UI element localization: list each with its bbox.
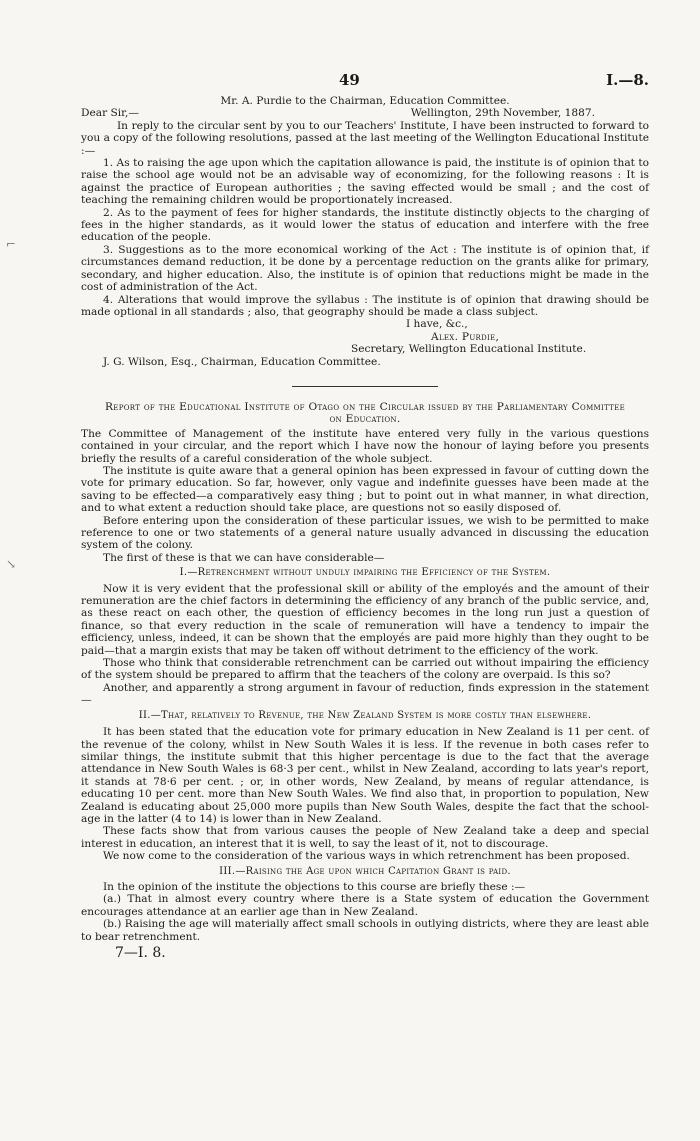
document-page [81,71,649,961]
page-header [81,71,649,92]
signature-mark: 7—I. 8. [115,945,166,961]
section-heading-3: III.—Raising the Age upon which Capitation Grant is paid. [219,865,511,877]
resolution-4: 4. Alterations that would improve the syllabus : The institute is of opinion that drawing should be made optional in all standards ; also, that geography should be made a class subject. [81,293,649,318]
section-paragraph: It has been stated that the education vote for primary education in New Zealand is 11 per cent. of the revenue of the colony, whilst in New South Wales it is less. If the revenue in both cases refer to similar things, the institute submit that this higher percentage is due to the fact that the average attendance in New South Wales is 68·3 per cent., whilst in New Zealand, according to lats year's report, it stands at 78·6 per cent. ; or, in other words, New Zealand, by means of regular attendance, is educating 10 per cent. more than New South Wales. We find also that, in proportion to population, New Zealand is educating about 25,000 more pupils than New South Wales, despite the fact that the school-age in the latter (4 to 14) is lower than in New Zealand. [81,726,649,825]
resolution-1: 1. As to raising the age upon which the capitation allowance is paid, the institute is of opinion that to raise the school age would not be an advisable way of economizing, for the following reasons : It is against the practice of European authorities ; the saving effected would be small ; and the cost of teaching the remaining children would be proportionately increased. [81,157,649,207]
signature: Alex. Purdie, [431,330,500,343]
section-paragraph: Now it is very evident that the professional skill or ability of the employés and the amount of their remuneration are the chief factors in determining the efficiency of any branch of the public service, and, as these react on each other, the question of efficiency becomes in the long run just a question of finance, so that every reduction in the scale of remuneration will have a tendency to impair the efficiency, unless, indeed, it can be shown that the employés are paid more highly than they ought to be paid—that a margin exists that may be taken off without detriment to the efficiency of the work. [81,582,649,657]
section-paragraph: Another, and apparently a strong argument in favour of reduction, finds expression in the statement— [81,681,649,707]
addressee: J. G. Wilson, Esq., Chairman, Education Committee. [103,355,381,368]
page-number: 49 [339,71,360,89]
resolution-3: 3. Suggestions as to the more economical working of the Act : The institute is of opinion that, if circumstances demand reduction, it be done by a percentage reduction on the grants alike for primary, secondary, and higher education. Also, the institute is of opinion that reductions might be made in the cost of administration of the Act. [81,243,649,294]
document-reference: I.—8. [606,71,649,89]
report-paragraph: The first of these is that we can have considerable— [103,551,385,564]
letter-title: Mr. A. Purdie to the Chairman, Education Committee. [220,95,510,107]
report-paragraph: Before entering upon the consideration of these particular issues, we wish to be permitted to make reference to one or two statements of a general nature usually advanced in discussing the education system of the colony. [81,514,649,552]
section-paragraph: We now come to the consideration of the various ways in which retrenchment has been proposed. [103,850,630,863]
section-paragraph: In the opinion of the institute the objections to this course are briefly these :— [103,880,526,893]
report-title: Report of the Educational Institute of Otago on the Circular issued by the Parliamentary Committee on Education. [105,400,625,426]
section-paragraph: (a.) That in almost every country where there is a State system of education the Government encourages attendance at an earlier age than in New Zealand. [81,893,649,918]
section-paragraph: These facts show that from various causes the people of New Zealand take a deep and special interest in education, an interest that it is well, to say the least of it, not to discourage. [81,825,649,850]
margin-mark: ↘ [6,557,17,571]
place-date: Wellington, 29th November, 1887. [410,107,595,120]
margin-mark: ⌐ [6,237,17,251]
section-paragraph: (b.) Raising the age will materially affect small schools in outlying districts, where they are least able to bear retrenchment. [81,918,649,943]
report-paragraph: The Committee of Management of the institute have entered very fully in the various questions contained in your circular, and the report which I have now the honour of laying before you presents briefly the results of a careful consideration of the whole subject. [81,427,649,465]
section-divider [292,386,438,387]
section-paragraph: Those who think that considerable retrenchment can be carried out without impairing the efficiency of the system should be prepared to affirm that the teachers of the colony are overpaid. Is this so? [81,657,649,682]
salutation: Dear Sir,— [81,107,140,120]
closing: I have, &c., [406,318,468,331]
signature-title: Secretary, Wellington Educational Institute. [351,343,587,356]
section-heading-2: II.—That, relatively to Revenue, the New Zealand System is more costly than elsewhere. [138,709,592,721]
report-paragraph: The institute is quite aware that a general opinion has been expressed in favour of cutting down the vote for primary education. So far, however, only vague and indefinite guesses have been made at the saving to be effected—a comparatively easy thing ; but to point out in what manner, in what direction, and to what extent a reduction should take place, are questions not so easily disposed of. [81,464,649,515]
letter-intro: In reply to the circular sent by you to our Teachers' Institute, I have been instructed to forward to you a copy of the following resolutions, passed at the last meeting of the Wellington Educational Institute :— [81,119,649,157]
letter-salutation-row [81,107,649,119]
resolution-2: 2. As to the payment of fees for higher standards, the institute distinctly objects to the charging of fees in the higher standards, as it would lower the status of education and interfere with the free education of the people. [81,206,649,244]
section-heading-1: I.—Retrenchment without unduly impairing the Efficiency of the System. [179,567,551,579]
